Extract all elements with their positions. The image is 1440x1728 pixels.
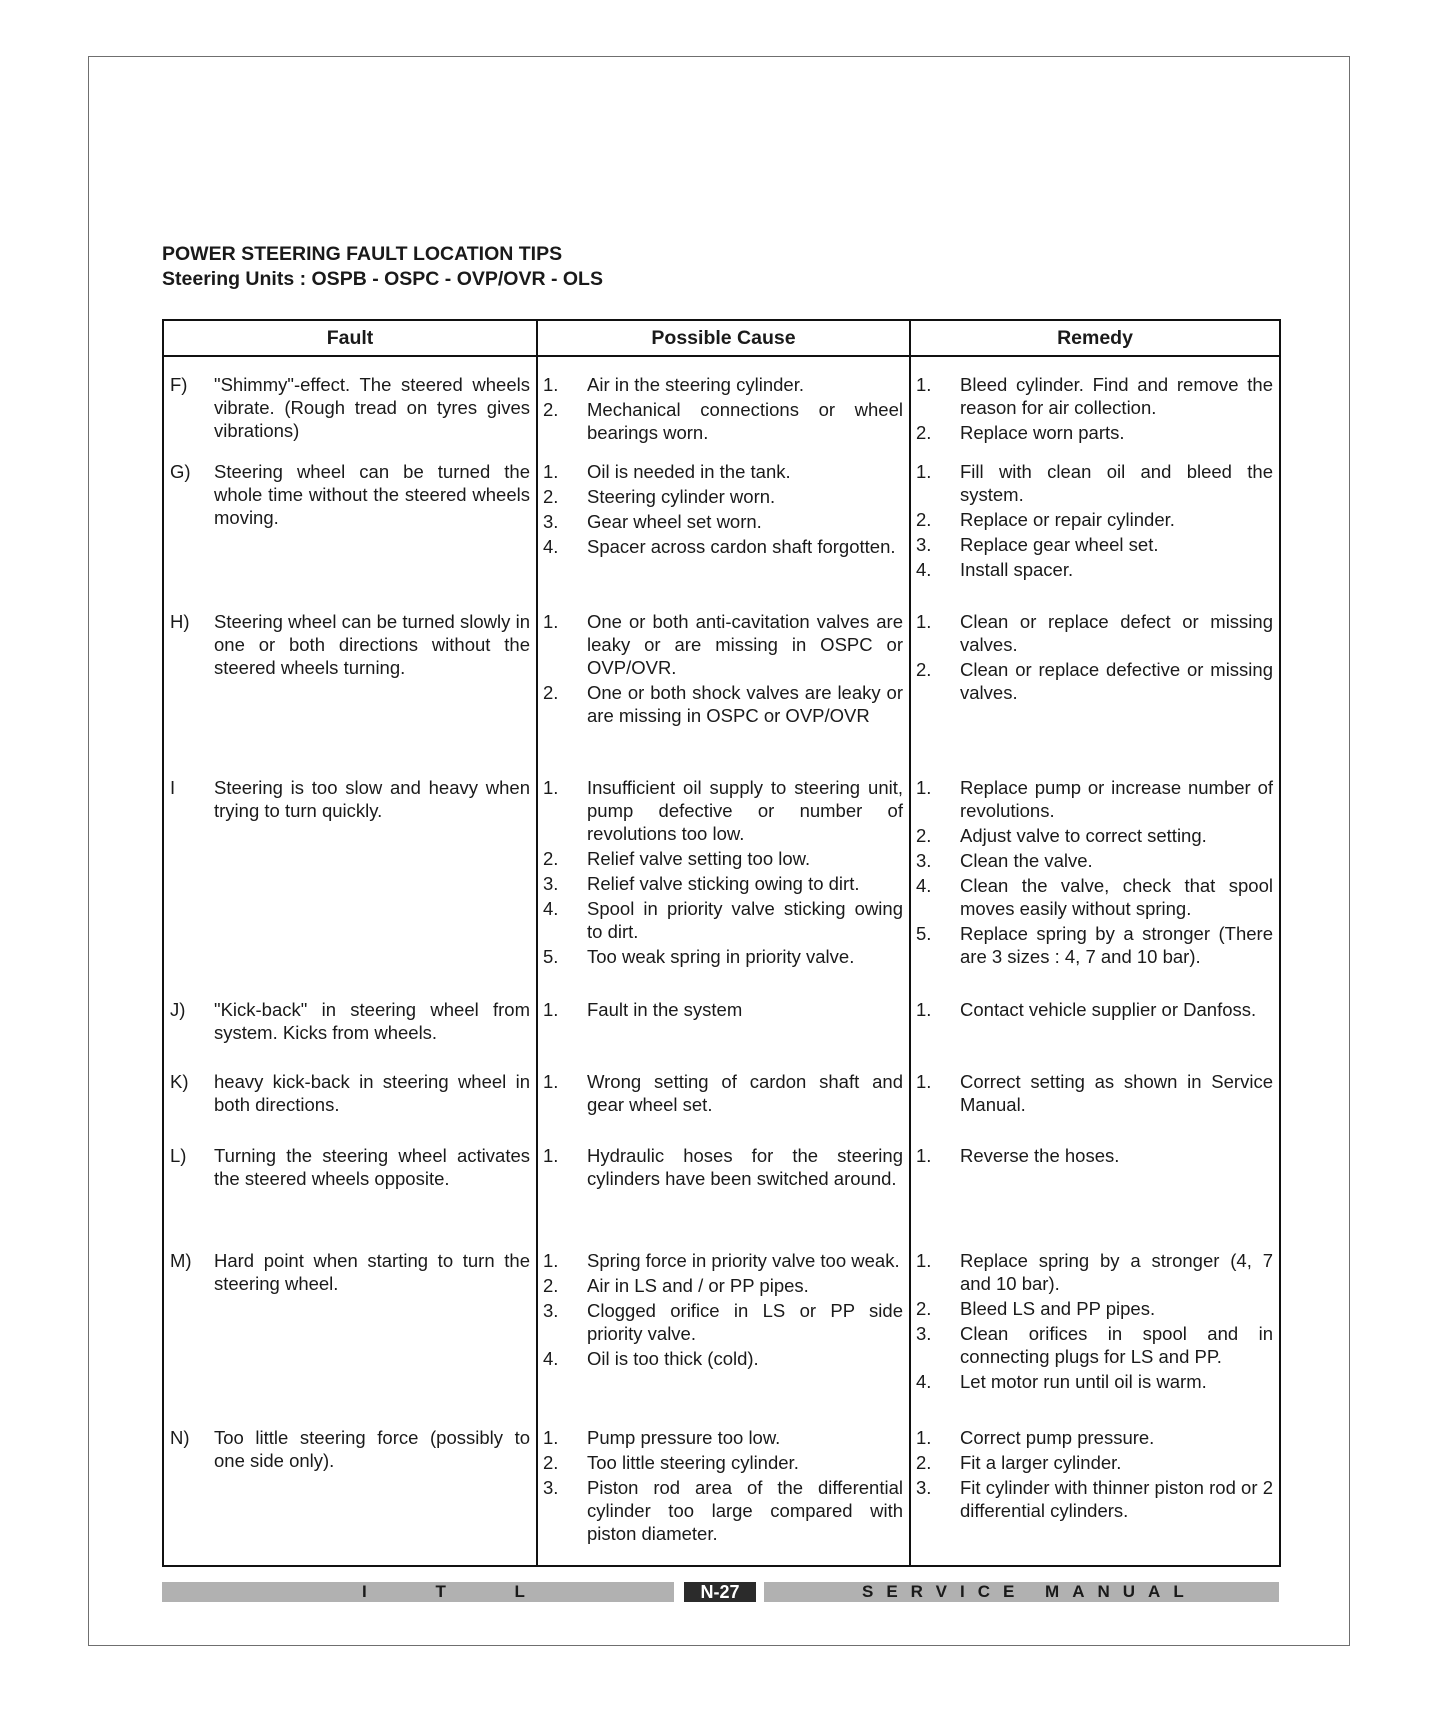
remedy-item xyxy=(916,533,1273,556)
fault-label: M) xyxy=(170,1249,192,1271)
footer-divider-right xyxy=(756,1582,764,1602)
item-text: Piston rod area of the differential cylinder too large compared with piston diameter. xyxy=(587,1476,903,1544)
table-row xyxy=(163,1050,1280,1124)
fault-cell xyxy=(163,976,537,1050)
item-text: Replace or repair cylinder. xyxy=(960,509,1175,531)
item-text: Replace gear wheel set. xyxy=(960,534,1159,556)
item-number: 2. xyxy=(916,509,932,531)
item-text: Bleed LS and PP pipes. xyxy=(960,1297,1156,1319)
remedy-cell xyxy=(910,1406,1280,1566)
cause-item xyxy=(543,1249,903,1272)
cause-item xyxy=(543,1299,903,1345)
remedy-item xyxy=(916,1476,1273,1522)
item-text: Spacer across cardon shaft forgotten. xyxy=(587,536,896,558)
cause-item xyxy=(543,1347,903,1370)
item-text: Mechanical connections or wheel bearings worn. xyxy=(587,399,903,443)
cause-item xyxy=(543,535,903,558)
remedy-item xyxy=(916,1144,1273,1167)
remedy-item xyxy=(916,558,1273,581)
table-row xyxy=(163,1225,1280,1406)
cause-cell xyxy=(537,1124,910,1225)
remedy-item xyxy=(916,1249,1273,1295)
item-number: 2. xyxy=(916,659,932,681)
page-title: POWER STEERING FAULT LOCATION TIPS xyxy=(162,243,563,265)
cause-item xyxy=(543,776,903,845)
fault-cell xyxy=(163,598,537,748)
remedy-cell xyxy=(910,748,1280,976)
item-text: Air in LS and / or PP pipes. xyxy=(587,1274,809,1296)
cause-cell xyxy=(537,748,910,976)
cause-cell xyxy=(537,598,910,748)
fault-label: G) xyxy=(170,461,191,483)
item-number: 3. xyxy=(916,1322,932,1344)
remedy-item xyxy=(916,1070,1273,1116)
cause-item xyxy=(543,1476,903,1545)
fault-cell xyxy=(163,356,537,448)
remedy-item xyxy=(916,776,1273,822)
item-number: 4. xyxy=(543,536,559,558)
remedy-item xyxy=(916,508,1273,531)
cause-item xyxy=(543,1144,903,1190)
table-row xyxy=(163,748,1280,976)
item-text: Steering cylinder worn. xyxy=(587,486,776,508)
fault-description: Turning the steering wheel activates the steered wheels opposite. xyxy=(214,1145,530,1190)
fault-label: J) xyxy=(170,999,186,1021)
item-number: 5. xyxy=(543,946,559,968)
remedy-item xyxy=(916,922,1273,968)
cause-cell xyxy=(537,1406,910,1566)
cause-item xyxy=(543,1274,903,1297)
item-text: Clean the valve, check that spool moves easily without spring. xyxy=(960,875,1273,920)
item-text: One or both anti-cavitation valves are leaky or are missing in OSPC or OVP/OVR. xyxy=(587,611,903,679)
cause-cell xyxy=(537,448,910,598)
fault-label: N) xyxy=(170,1426,190,1448)
item-text: Fill with clean oil and bleed the system. xyxy=(960,461,1273,506)
item-number: 1. xyxy=(916,374,932,395)
fault-description: Steering is too slow and heavy when trying to turn quickly. xyxy=(214,777,530,822)
fault-cell xyxy=(163,1124,537,1225)
item-number: 3. xyxy=(543,1476,559,1498)
item-text: Contact vehicle supplier or Danfoss. xyxy=(960,999,1257,1021)
remedy-item xyxy=(916,658,1273,704)
fault-description: Steering wheel can be turned slowly in one or both directions without the steered wheels turning. xyxy=(214,611,530,679)
item-text: Install spacer. xyxy=(960,559,1074,581)
item-text: Too little steering cylinder. xyxy=(587,1451,799,1473)
item-text: Wrong setting of cardon shaft and gear wheel set. xyxy=(587,1071,903,1116)
remedy-cell xyxy=(910,1050,1280,1124)
item-text: Bleed cylinder. Find and remove the reason for air collection. xyxy=(960,374,1273,418)
item-text: Let motor run until oil is warm. xyxy=(960,1370,1207,1392)
item-text: Correct pump pressure. xyxy=(960,1426,1155,1448)
page-heading xyxy=(162,242,603,292)
item-number: 3. xyxy=(543,1299,559,1321)
cause-item xyxy=(543,847,903,870)
remedy-cell xyxy=(910,356,1280,448)
remedy-item xyxy=(916,874,1273,920)
item-text: Clean the valve. xyxy=(960,850,1093,872)
item-number: 2. xyxy=(916,422,932,443)
cause-cell xyxy=(537,976,910,1050)
item-text: Pump pressure too low. xyxy=(587,1426,781,1448)
fault-label: L) xyxy=(170,1145,187,1167)
cause-item xyxy=(543,998,903,1021)
remedy-item xyxy=(916,421,1273,444)
cause-cell xyxy=(537,356,910,448)
fault-description: Too little steering force (possibly to one side only). xyxy=(214,1426,530,1471)
item-text: Fit a larger cylinder. xyxy=(960,1451,1122,1473)
footer-manual-title: SERVICE MANUAL xyxy=(862,1582,1197,1601)
item-number: 1. xyxy=(543,374,559,395)
remedy-item xyxy=(916,998,1273,1021)
item-number: 3. xyxy=(543,511,559,533)
item-number: 4. xyxy=(543,898,559,920)
table-row xyxy=(163,356,1280,448)
item-text: Spool in priority valve sticking owing to dirt. xyxy=(587,898,903,943)
item-number: 1. xyxy=(543,611,559,633)
header-remedy: Remedy xyxy=(910,320,1280,356)
item-number: 1. xyxy=(543,1426,559,1448)
item-number: 1. xyxy=(543,999,559,1021)
header-possible-cause: Possible Cause xyxy=(537,320,910,356)
fault-description: Hard point when starting to turn the steering wheel. xyxy=(214,1249,530,1294)
cause-item xyxy=(543,897,903,943)
cause-item xyxy=(543,610,903,679)
remedy-item xyxy=(916,1297,1273,1320)
header-fault: Fault xyxy=(163,320,537,356)
item-text: Clean orifices in spool and in connecting plugs for LS and PP. xyxy=(960,1322,1273,1367)
table-row xyxy=(163,1406,1280,1566)
remedy-cell xyxy=(910,1124,1280,1225)
item-text: Oil is too thick (cold). xyxy=(587,1347,759,1369)
fault-cell xyxy=(163,1050,537,1124)
item-text: Hydraulic hoses for the steering cylinders have been switched around. xyxy=(587,1145,903,1190)
cause-item xyxy=(543,681,903,727)
item-text: Clean or replace defect or missing valves. xyxy=(960,611,1273,656)
footer-bar xyxy=(162,1582,1279,1602)
item-number: 1. xyxy=(543,1071,559,1093)
footer-company: I T L xyxy=(362,1582,557,1601)
cause-item xyxy=(543,485,903,508)
item-number: 3. xyxy=(916,1476,932,1498)
item-number: 2. xyxy=(543,486,559,508)
item-number: 4. xyxy=(916,1370,932,1392)
item-text: One or both shock valves are leaky or are missing in OSPC or OVP/OVR xyxy=(587,682,903,727)
item-number: 4. xyxy=(916,559,932,581)
item-text: Air in the steering cylinder. xyxy=(587,374,804,395)
cause-item xyxy=(543,1426,903,1449)
item-number: 3. xyxy=(543,873,559,895)
item-text: Replace spring by a stronger (There are 3 sizes : 4, 7 and 10 bar). xyxy=(960,923,1273,968)
item-number: 5. xyxy=(916,923,932,945)
item-number: 1. xyxy=(916,461,932,483)
item-number: 1. xyxy=(543,1145,559,1167)
cause-item xyxy=(543,460,903,483)
item-number: 1. xyxy=(543,777,559,799)
item-number: 4. xyxy=(543,1347,559,1369)
fault-label: F) xyxy=(170,374,188,395)
cause-item xyxy=(543,1070,903,1116)
item-text: Too weak spring in priority valve. xyxy=(587,946,855,968)
cause-cell xyxy=(537,1050,910,1124)
remedy-item xyxy=(916,373,1273,419)
cause-item xyxy=(543,872,903,895)
remedy-item xyxy=(916,460,1273,506)
fault-cell xyxy=(163,448,537,598)
item-number: 2. xyxy=(916,1297,932,1319)
fault-label: H) xyxy=(170,611,190,633)
remedy-item xyxy=(916,610,1273,656)
item-number: 1. xyxy=(916,999,932,1021)
item-text: Adjust valve to correct setting. xyxy=(960,825,1207,847)
item-text: Clogged orifice in LS or PP side priority valve. xyxy=(587,1299,903,1344)
item-number: 4. xyxy=(916,875,932,897)
item-number: 2. xyxy=(916,825,932,847)
cause-item xyxy=(543,1451,903,1474)
item-number: 1. xyxy=(916,1249,932,1271)
item-text: Fit cylinder with thinner piston rod or 2 differential cylinders. xyxy=(960,1476,1273,1521)
fault-cell xyxy=(163,1225,537,1406)
item-number: 1. xyxy=(543,1249,559,1271)
cause-cell xyxy=(537,1225,910,1406)
item-number: 2. xyxy=(543,682,559,704)
item-text: Spring force in priority valve too weak. xyxy=(587,1249,900,1271)
item-text: Oil is needed in the tank. xyxy=(587,461,791,483)
fault-label: K) xyxy=(170,1071,189,1093)
item-number: 1. xyxy=(916,1426,932,1448)
fault-cell xyxy=(163,1406,537,1566)
cause-item xyxy=(543,398,903,444)
remedy-cell xyxy=(910,1225,1280,1406)
item-number: 1. xyxy=(916,611,932,633)
remedy-item xyxy=(916,1370,1273,1393)
page-number: N-27 xyxy=(684,1582,756,1602)
cause-item xyxy=(543,945,903,968)
fault-table xyxy=(162,319,1281,1567)
footer-divider-left xyxy=(674,1582,684,1602)
table-row xyxy=(163,1124,1280,1225)
cause-item xyxy=(543,510,903,533)
remedy-item xyxy=(916,1426,1273,1449)
remedy-item xyxy=(916,1451,1273,1474)
item-number: 1. xyxy=(916,1145,932,1167)
remedy-item xyxy=(916,849,1273,872)
fault-description: "Kick-back" in steering wheel from system. Kicks from wheels. xyxy=(214,999,530,1044)
item-text: Replace pump or increase number of revolutions. xyxy=(960,777,1273,822)
table-row xyxy=(163,448,1280,598)
item-number: 2. xyxy=(543,399,559,420)
table-row xyxy=(163,598,1280,748)
remedy-cell xyxy=(910,448,1280,598)
fault-cell xyxy=(163,748,537,976)
fault-description: Steering wheel can be turned the whole time without the steered wheels moving. xyxy=(214,461,530,529)
fault-label: I xyxy=(170,777,176,799)
cause-item xyxy=(543,373,903,396)
item-text: Relief valve sticking owing to dirt. xyxy=(587,873,860,895)
item-text: Gear wheel set worn. xyxy=(587,511,762,533)
item-text: Correct setting as shown in Service Manual. xyxy=(960,1071,1273,1116)
item-text: Insufficient oil supply to steering unit, pump defective or number of revolutions too low. xyxy=(587,777,903,845)
item-text: Reverse the hoses. xyxy=(960,1145,1120,1167)
item-text: Fault in the system xyxy=(587,999,743,1021)
item-number: 3. xyxy=(916,850,932,872)
fault-description: heavy kick-back in steering wheel in both directions. xyxy=(214,1071,530,1116)
item-number: 3. xyxy=(916,534,932,556)
item-text: Replace worn parts. xyxy=(960,422,1125,443)
item-number: 1. xyxy=(916,777,932,799)
item-number: 2. xyxy=(543,848,559,870)
remedy-cell xyxy=(910,598,1280,748)
table-row xyxy=(163,976,1280,1050)
item-number: 1. xyxy=(543,461,559,483)
item-text: Replace spring by a stronger (4, 7 and 10 bar). xyxy=(960,1249,1273,1294)
item-number: 2. xyxy=(543,1274,559,1296)
item-number: 2. xyxy=(916,1451,932,1473)
item-number: 1. xyxy=(916,1071,932,1093)
remedy-item xyxy=(916,1322,1273,1368)
remedy-item xyxy=(916,824,1273,847)
item-text: Relief valve setting too low. xyxy=(587,848,811,870)
fault-description: "Shimmy"-effect. The steered wheels vibrate. (Rough tread on tyres gives vibrations) xyxy=(214,374,530,441)
page-subtitle: Steering Units : OSPB - OSPC - OVP/OVR - OLS xyxy=(162,268,603,290)
remedy-cell xyxy=(910,976,1280,1050)
item-text: Clean or replace defective or missing valves. xyxy=(960,659,1273,704)
item-number: 2. xyxy=(543,1451,559,1473)
